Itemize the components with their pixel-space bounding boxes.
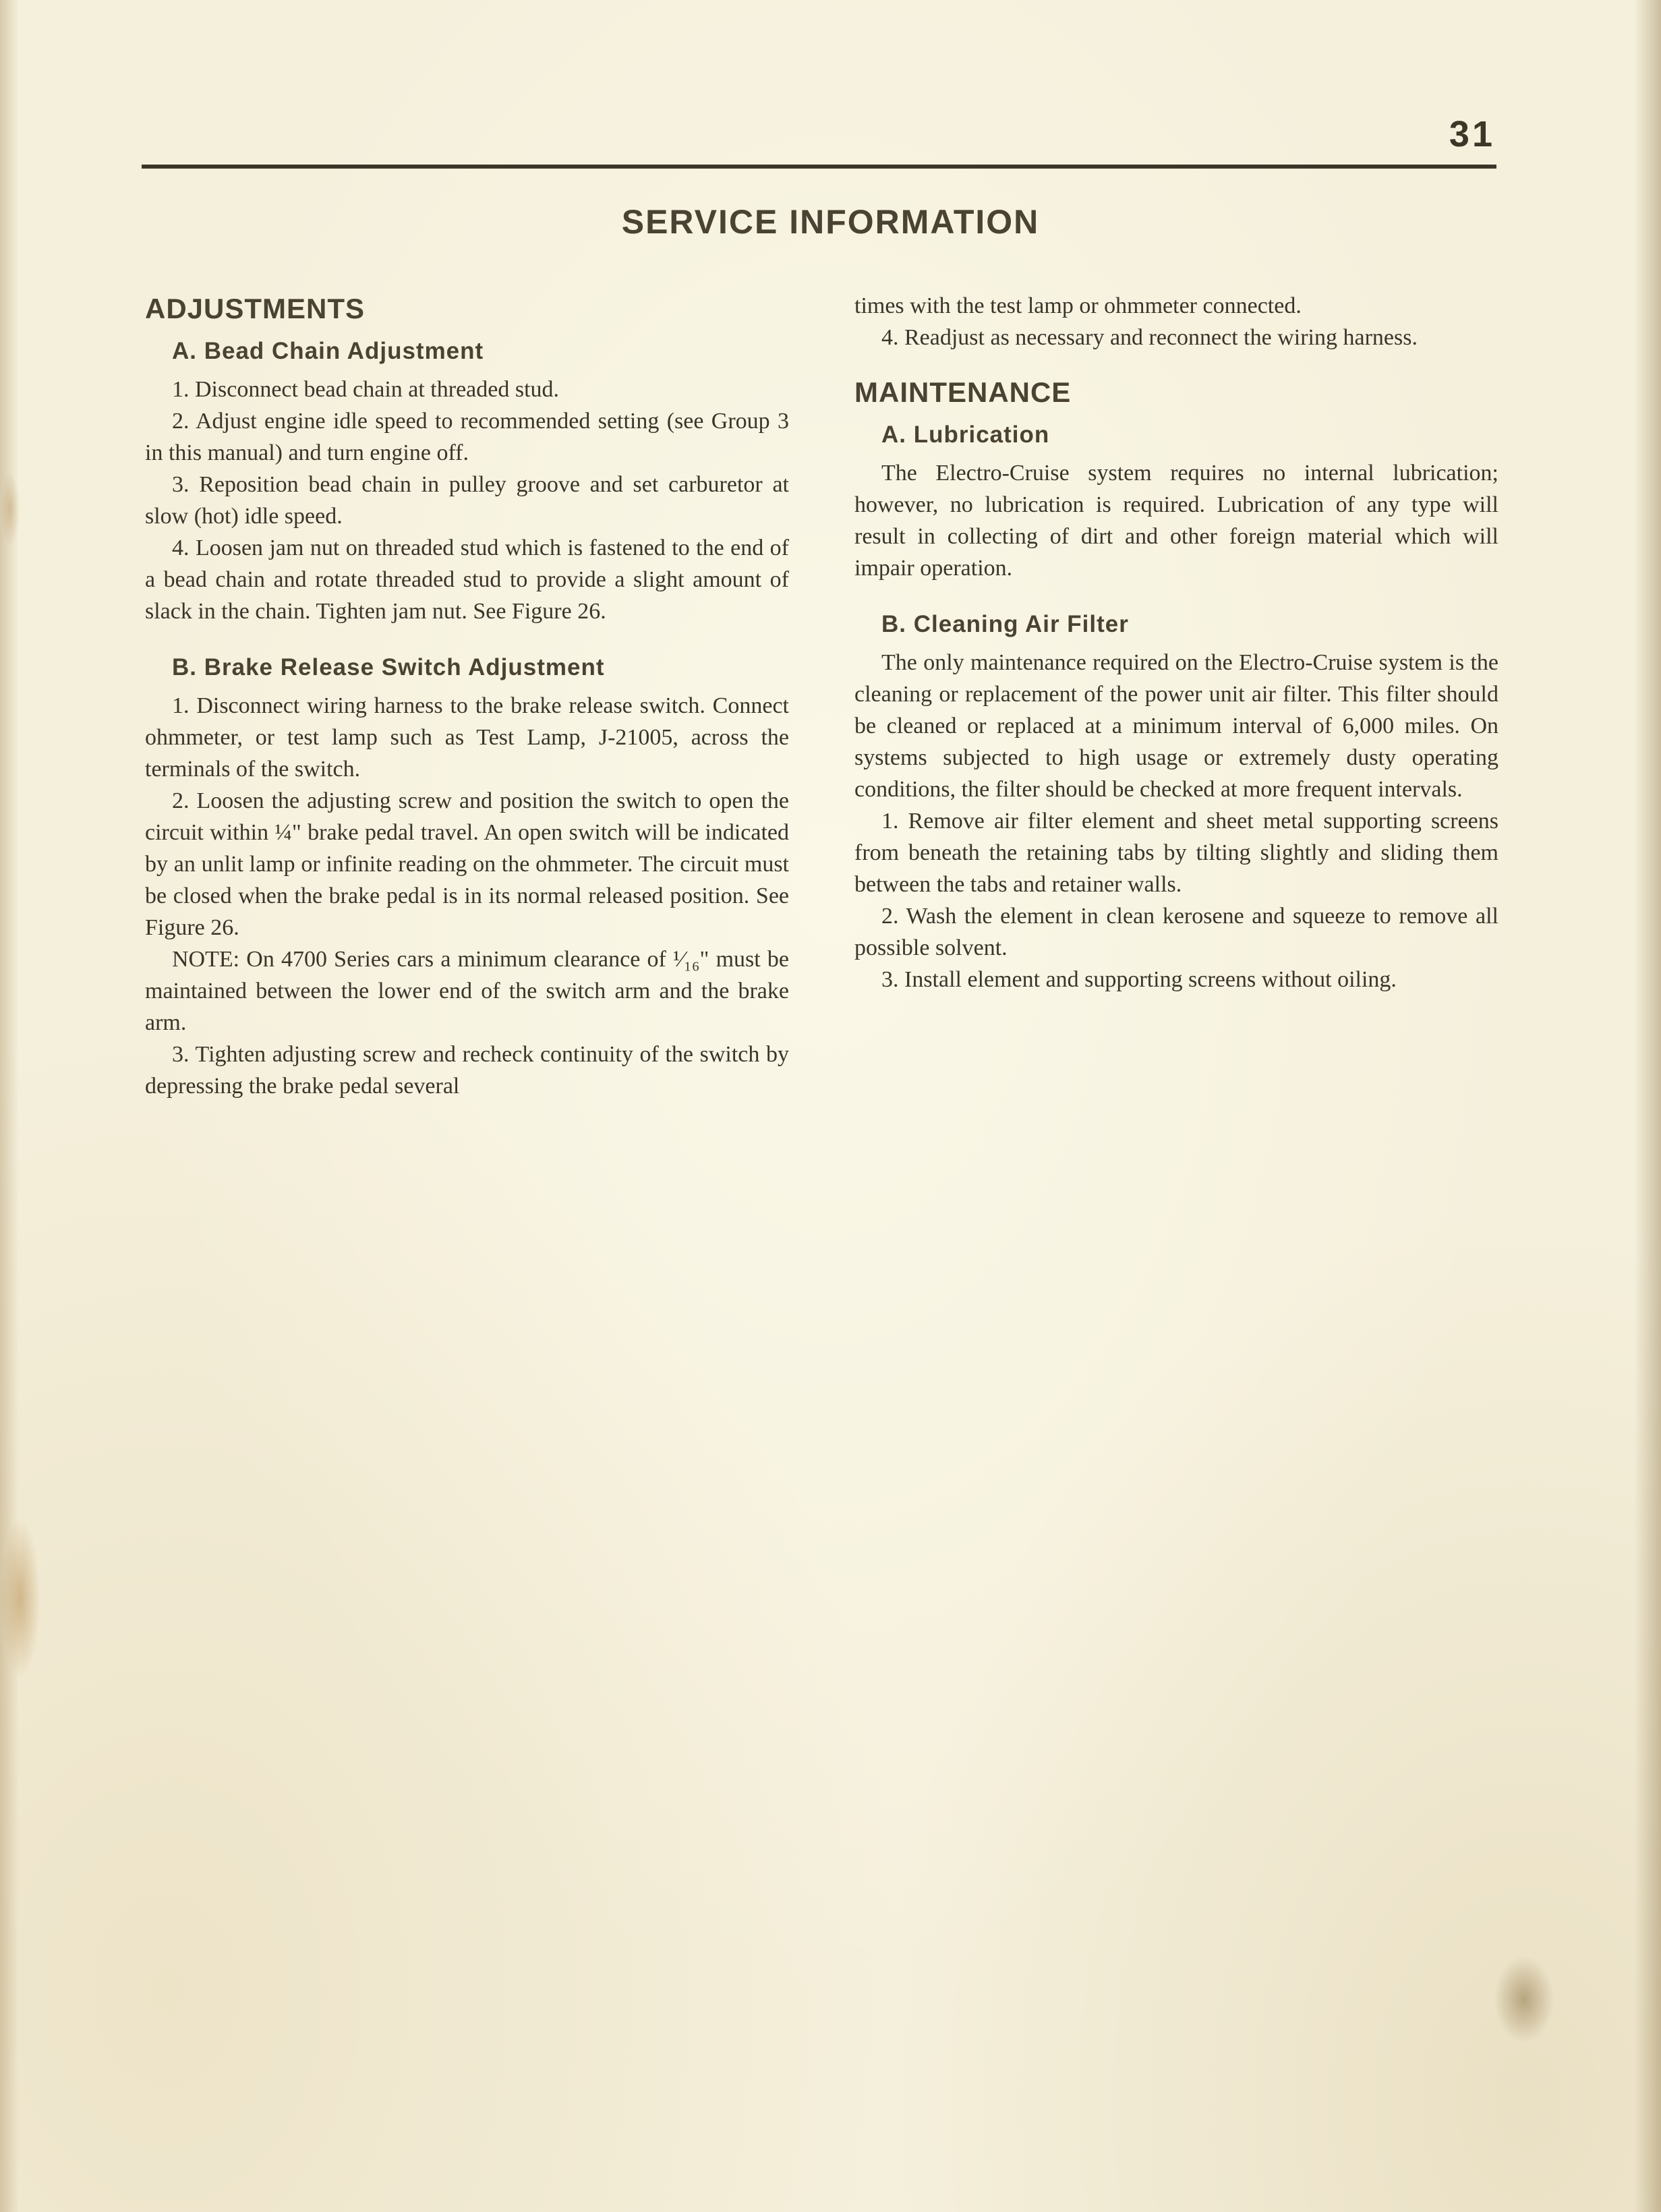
left-column	[145, 283, 789, 1102]
paper-stain	[1494, 1956, 1554, 2043]
air-filter-step: 1. Remove air filter element and sheet metal supporting screens from beneath the retaining tabs by tilting slightly and sliding them between the tabs and retainer walls.	[854, 809, 1498, 897]
air-filter-intro: The only maintenance required on the Electro-Cruise system is the cleaning or replacement of the power unit air filter. This filter should be cleaned or replaced at a minimum interval of 6,000 miles. On systems subjected to high usage or extremely dusty operating conditions, the filter should be checked at more frequent intervals.	[854, 650, 1498, 802]
continued-text: times with the test lamp or ohmmeter connected.	[854, 293, 1302, 318]
brake-switch-step: 1. Disconnect wiring harness to the brake release switch. Connect ohmmeter, or test lamp such as Test Lamp, J-21005, across the terminals of the switch.	[145, 693, 789, 782]
brake-switch-step: 3. Tighten adjusting screw and recheck continuity of the switch by depressing the brake pedal several	[145, 1042, 789, 1099]
bead-chain-step: 4. Loosen jam nut on threaded stud which is fastened to the end of a bead chain and rotate threaded stud to provide a slight amount of slack in the chain. Tighten jam nut. See Figure 26.	[145, 535, 789, 624]
section-title: SERVICE INFORMATION	[621, 203, 1040, 241]
right-column	[854, 290, 1498, 995]
adjustments-heading: ADJUSTMENTS	[145, 293, 366, 324]
brake-switch-note: NOTE: On 4700 Series cars a minimum clearance of ¹⁄₁₆" must be maintained between the lower end of the switch arm and the brake arm.	[145, 947, 789, 1035]
bead-chain-step: 2. Adjust engine idle speed to recommended setting (see Group 3 in this manual) and turn engine off.	[145, 409, 789, 465]
page-edge-shadow-right	[1634, 0, 1661, 2212]
bead-chain-step: 1. Disconnect bead chain at threaded stud.	[172, 377, 560, 402]
brake-switch-step: 4. Readjust as necessary and reconnect the wiring harness.	[881, 325, 1418, 350]
brake-switch-step: 2. Loosen the adjusting screw and position the switch to open the circuit within ¼" brake pedal travel. An open switch will be indicated by an unlit lamp or infinite reading on the ohmmeter. The circuit must be closed when the brake pedal is in its normal released position. See Figure 26.	[145, 788, 789, 940]
bead-chain-step: 3. Reposition bead chain in pulley groove and set carburetor at slow (hot) idle speed.	[145, 472, 789, 529]
page-number: 31	[1449, 114, 1495, 154]
maintenance-heading: MAINTENANCE	[854, 376, 1072, 408]
air-filter-step: 2. Wash the element in clean kerosene and squeeze to remove all possible solvent.	[854, 904, 1498, 960]
air-filter-heading: B. Cleaning Air Filter	[881, 611, 1129, 637]
bead-chain-heading: A. Bead Chain Adjustment	[172, 338, 484, 364]
paper-stain	[0, 1517, 40, 1679]
header-rule	[142, 165, 1496, 169]
page-edge-shadow-left	[0, 0, 19, 2212]
lubrication-text: The Electro-Cruise system requires no internal lubrication; however, no lubrication is required. Lubrication of any type will result in collecting of dirt and other foreign material which will impair operation.	[854, 461, 1498, 581]
lubrication-heading: A. Lubrication	[881, 421, 1050, 448]
brake-switch-heading: B. Brake Release Switch Adjustment	[172, 654, 605, 680]
paper-stain	[0, 472, 20, 546]
air-filter-step: 3. Install element and supporting screens without oiling.	[881, 967, 1397, 992]
